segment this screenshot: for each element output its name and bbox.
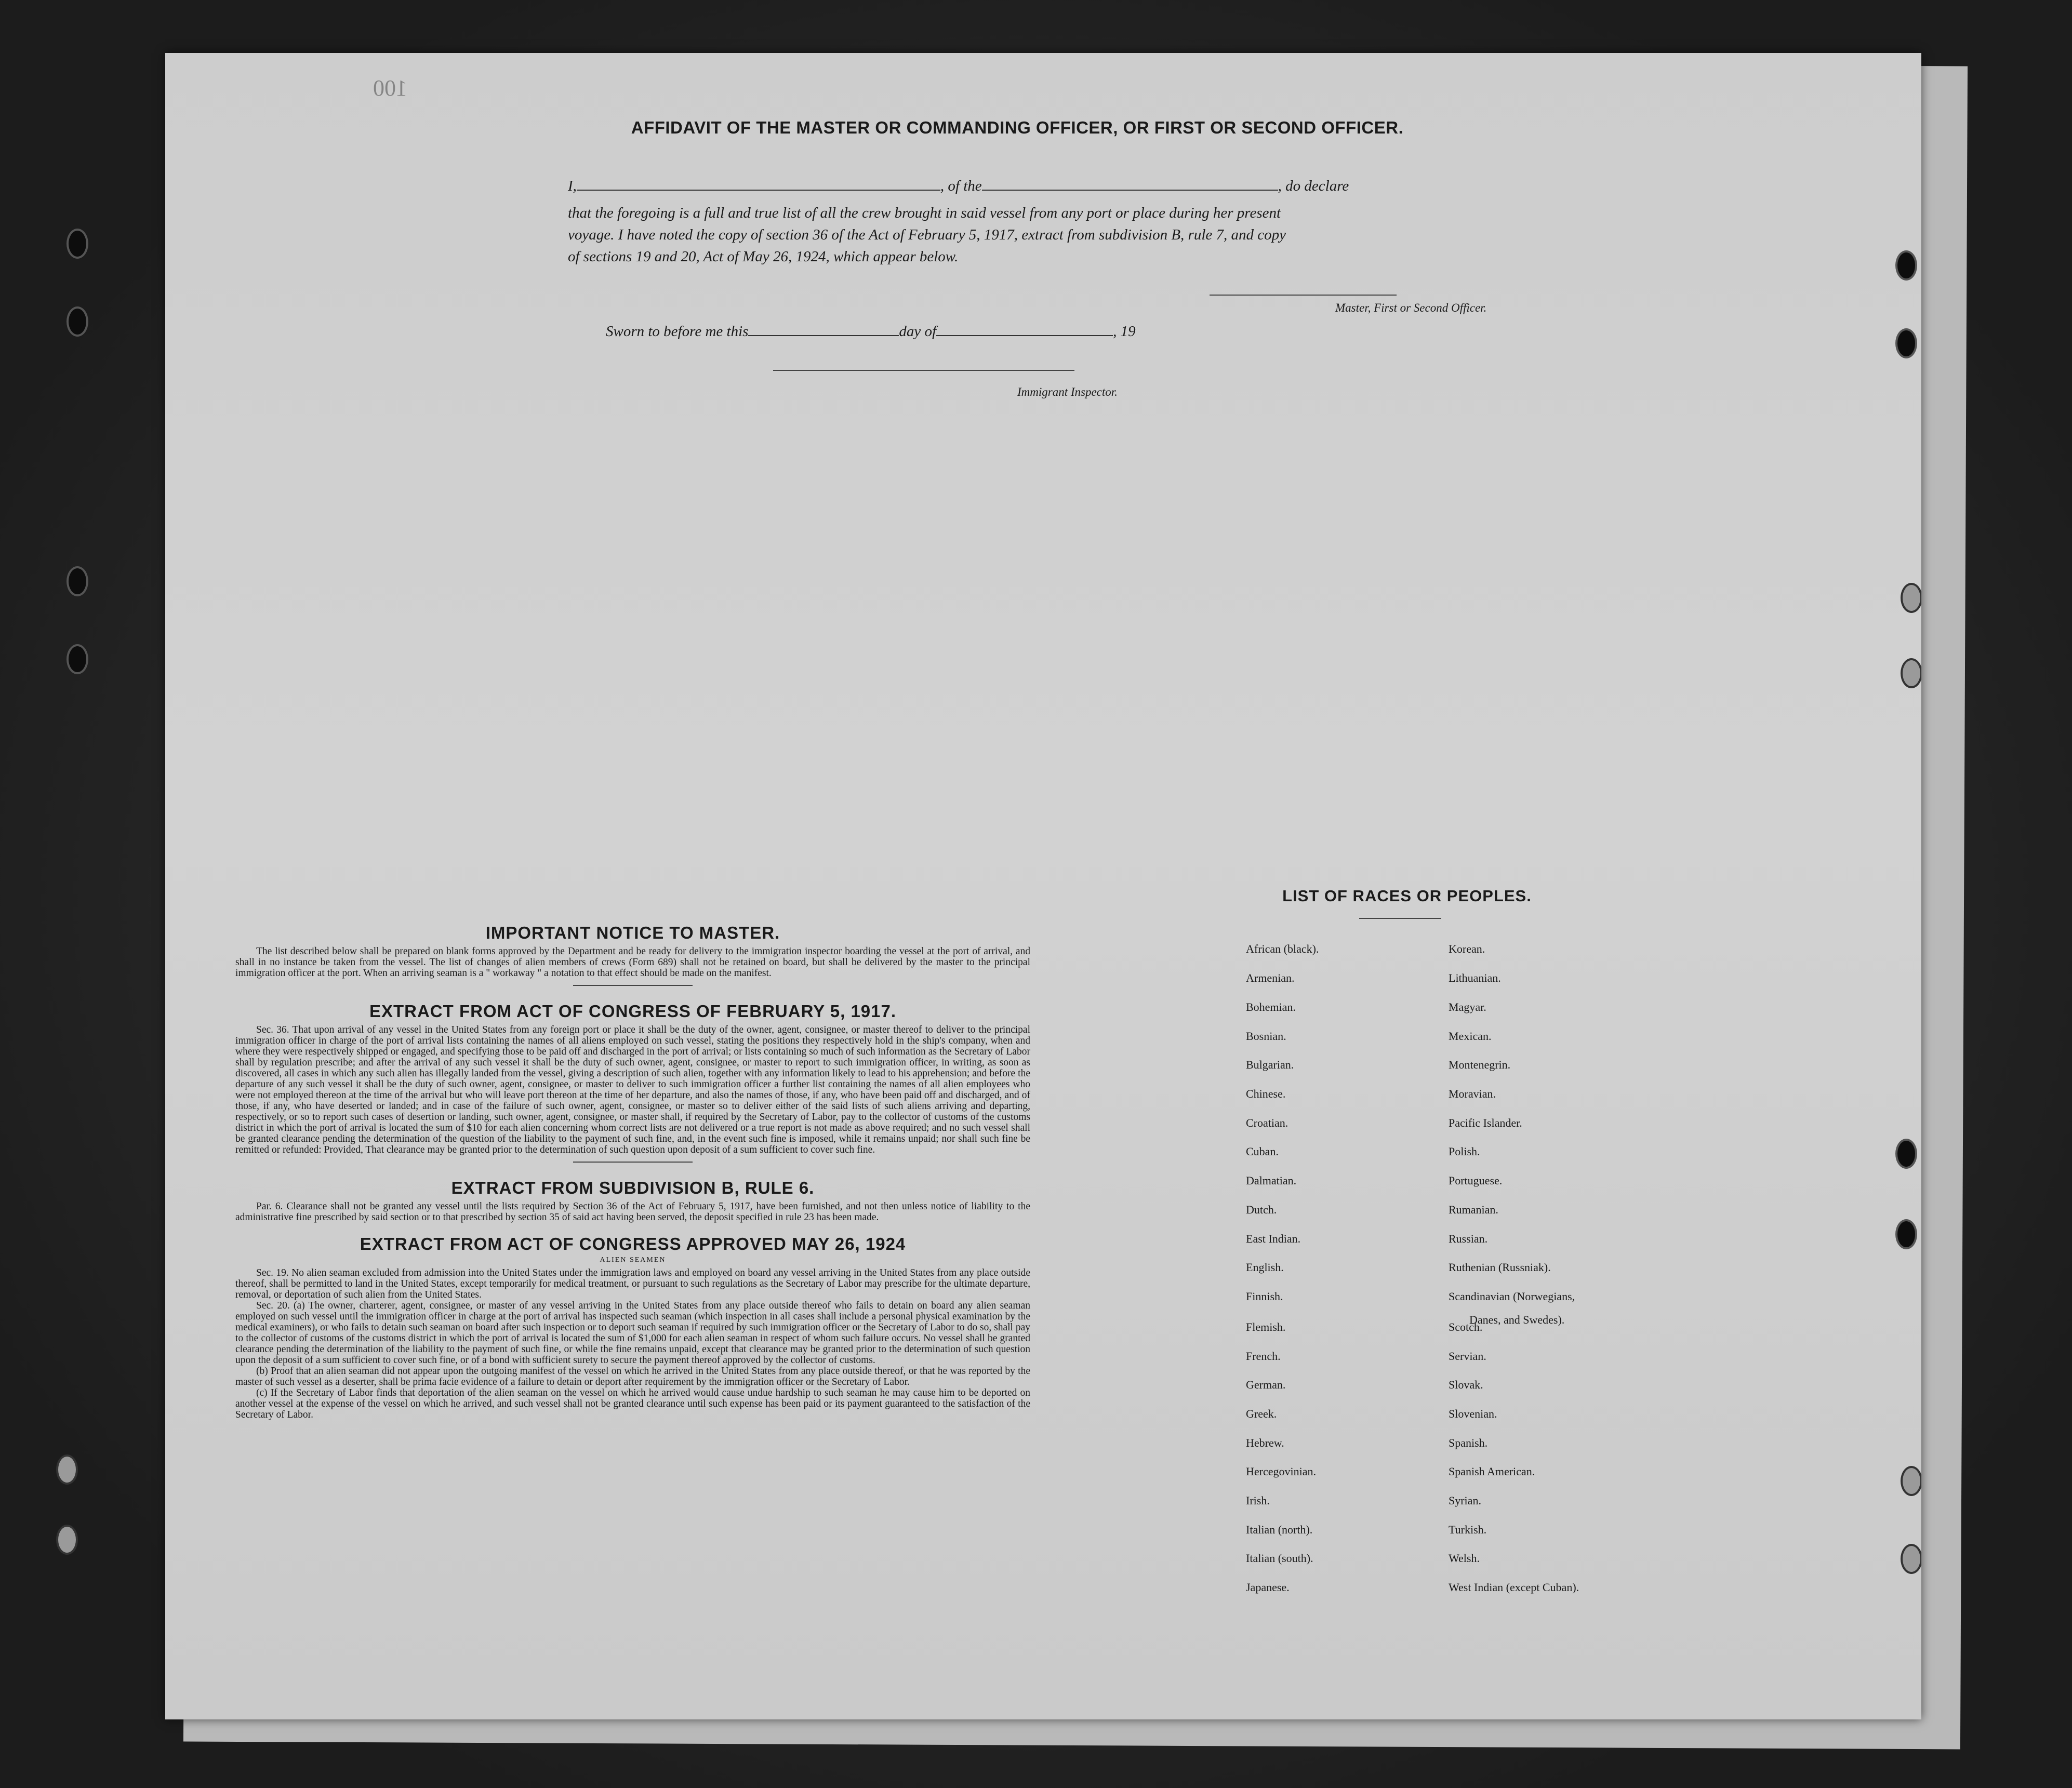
race-left-item: Dalmatian. bbox=[1246, 1174, 1297, 1187]
race-left-item: Japanese. bbox=[1246, 1581, 1290, 1594]
extract-1924-subtitle: ALIEN SEAMEN bbox=[600, 1256, 666, 1264]
race-left-item: Dutch. bbox=[1246, 1203, 1277, 1216]
sworn-end: , 19 bbox=[1113, 323, 1136, 340]
binder-hole bbox=[1901, 1544, 1921, 1574]
race-right-item: Magyar. bbox=[1449, 1000, 1486, 1013]
race-right-item: Moravian. bbox=[1449, 1087, 1496, 1100]
name-blank[interactable] bbox=[577, 190, 940, 191]
affidavit-line-3: voyage. I have noted the copy of section 36 of the Act of February 5, 1917, extract from subdivision B, rule 7, and copy bbox=[568, 226, 1286, 243]
extract-1917-text: Sec. 36. That upon arrival of any vessel in the United States from any foreign port or place it shall be the duty of the owner, agent, consignee, or master thereof to deliver to the principal immigration officer in charge of the port of arrival lists containing the names of all aliens employed on such vessel, stating the positions they respectively hold in the ship's company, when and where they were respectively shipped or engaged, and specifying those to be paid off and discharged in the port of arrival; or lists containing so much of such information as the Secretary of Labor shall by regulation prescribe; and after the arrival of any such vessel it shall be the duty of such owner, agent, consignee, or master to report to such immigration officer, in writing, as soon as discovered, all cases in which any such alien has illegally landed from the vessel, giving a description of such alien, together with any information likely to lead to his apprehension; and before the departure of any such vessel it shall be the duty of such owner, agent, consignee, or master to deliver to such immigration officer a further list containing the names of all alien employees who were not employed thereon at the time of the arrival but who will leave port thereon at the time of her departure, and also the names of those, if any, who have been paid off and discharged, and of those, if any, who have deserted or landed; and in case of the failure of such owner, agent, consignee, or master so to deliver either of the said lists of such aliens arriving and departing, respectively, or so to report such cases of desertion or landing, such owner, agent, consignee, or master shall, if required by the Secretary of Labor, pay to the collector of customs of the customs district in which the port of arrival is located the sum of $10 for each alien concerning whom correct lists are not delivered or a true report is not made as above required; and no such vessel shall be granted clearance pending the determination of the question of the liability to the payment of such fine, and, in the event such fine is imposed, while it remains unpaid; nor shall such fine be remitted or refunded: Provided, That clearance may be granted prior to the determination of such question upon deposit of a sum sufficient to cover such fine. bbox=[235, 1024, 1030, 1155]
race-right-item: Mexican. bbox=[1449, 1030, 1492, 1043]
inspector-caption: Immigrant Inspector. bbox=[1017, 385, 1118, 398]
race-left-item: English. bbox=[1246, 1261, 1284, 1274]
affidavit-line1-start: I, bbox=[568, 178, 577, 194]
race-right-item: Welsh. bbox=[1449, 1552, 1480, 1565]
race-right-item: Polish. bbox=[1449, 1145, 1480, 1158]
affidavit-line-2: that the foregoing is a full and true list of all the crew brought in said vessel from any port or place during her present bbox=[568, 205, 1281, 221]
binder-hole bbox=[1901, 658, 1921, 688]
binder-hole bbox=[67, 306, 88, 337]
affidavit-line1-mid: , of the bbox=[940, 178, 982, 194]
race-left-item: French. bbox=[1246, 1350, 1281, 1363]
race-right-item: Korean. bbox=[1449, 942, 1485, 955]
race-right-item: West Indian (except Cuban). bbox=[1449, 1581, 1579, 1594]
race-right-item: Servian. bbox=[1449, 1350, 1486, 1363]
race-right-item: Portuguese. bbox=[1449, 1174, 1503, 1187]
extract-1924-sec20b: (b) Proof that an alien seaman did not appear upon the outgoing manifest of the vessel on which he arrived in the United States from any place outside thereof, or that he was reported by the master of such vessel as a deserter, shall be prima facie evidence of a failure to detain or deport after requirement by the immigration officer or the Secretary of Labor. bbox=[235, 1366, 1030, 1387]
binder-hole bbox=[1901, 1466, 1921, 1496]
race-left-item: Bulgarian. bbox=[1246, 1058, 1294, 1071]
extract-1924-sec20a: Sec. 20. (a) The owner, charterer, agent, consignee, or master of any vessel arriving in the United States from any place outside thereof who fails to detain on board any alien seaman employed on such vessel until the immigration officer in charge at the port of arrival has inspected such seaman (which inspection in all cases shall include a personal physical examination by the medical examiners), or who fails to detain such seaman on board after such inspection or to deport such seaman if required by such immigration officer or the Secretary of Labor to do so, shall pay to the collector of customs of the customs district in which the port of arrival is located the sum of $1,000 for each alien seaman in respect of whom such failure occurs. No vessel shall be granted clearance pending the determination of the liability to the payment of such fine, or while the fine remains unpaid, except that clearance may be granted prior to the determination of such question upon the deposit of a sum sufficient to cover such fine, or of a bond with sufficient surety to secure the payment thereof approved by the collector of customs. bbox=[235, 1300, 1030, 1366]
binder-hole bbox=[1895, 1139, 1917, 1169]
race-right-item: Slovenian. bbox=[1449, 1407, 1497, 1420]
race-left-item: Greek. bbox=[1246, 1407, 1277, 1420]
binder-hole bbox=[1895, 250, 1917, 281]
binder-hole bbox=[67, 644, 88, 674]
binder-hole bbox=[1901, 583, 1921, 613]
race-right-item: Pacific Islander. bbox=[1449, 1116, 1522, 1129]
race-left-item: German. bbox=[1246, 1378, 1286, 1391]
document-page bbox=[165, 53, 1921, 1719]
race-right-item: Slovak. bbox=[1449, 1378, 1483, 1391]
race-left-item: Finnish. bbox=[1246, 1290, 1283, 1303]
binder-hole bbox=[1895, 1219, 1917, 1249]
race-left-item: Cuban. bbox=[1246, 1145, 1279, 1158]
sworn-start: Sworn to before me this bbox=[606, 323, 749, 340]
binder-hole bbox=[67, 566, 88, 596]
affidavit-title: AFFIDAVIT OF THE MASTER OR COMMANDING OFFICER, OR FIRST OR SECOND OFFICER. bbox=[631, 118, 1404, 137]
race-left-item: Hercegovinian. bbox=[1246, 1465, 1316, 1478]
race-right-item: Scandinavian (Norwegians, bbox=[1449, 1290, 1575, 1303]
sworn-mid: day of bbox=[899, 323, 937, 340]
race-left-item: Italian (south). bbox=[1246, 1552, 1313, 1565]
race-right-item: Syrian. bbox=[1449, 1494, 1481, 1507]
extract-rule6-title: EXTRACT FROM SUBDIVISION B, RULE 6. bbox=[451, 1178, 815, 1197]
inspector-signature-line[interactable] bbox=[773, 370, 1074, 371]
extract-1924-title: EXTRACT FROM ACT OF CONGRESS APPROVED MAY 26, 1924 bbox=[360, 1234, 906, 1253]
extract-1924-sec20c: (c) If the Secretary of Labor finds that deportation of the alien seaman on the vessel on which he arrived would cause undue hardship to such seaman he may cause him to be deported on another vessel at the expense of the vessel on which he arrived, and such vessel shall not be granted clearance until such expense has been paid or its payment guaranteed to the satisfaction of the Secretary of Labor. bbox=[235, 1387, 1030, 1420]
race-left-item: Hebrew. bbox=[1246, 1436, 1284, 1449]
races-title: LIST OF RACES OR PEOPLES. bbox=[1282, 887, 1532, 905]
race-left-item: Bosnian. bbox=[1246, 1030, 1286, 1043]
officer-caption: Master, First or Second Officer. bbox=[1335, 301, 1487, 314]
binder-hole bbox=[56, 1525, 78, 1555]
divider bbox=[573, 985, 693, 986]
race-left-item: Chinese. bbox=[1246, 1087, 1286, 1100]
race-left-item: Armenian. bbox=[1246, 971, 1295, 984]
page-number: 100 bbox=[373, 75, 407, 101]
race-left-item: Flemish. bbox=[1246, 1320, 1286, 1333]
affidavit-line1-end: , do declare bbox=[1278, 178, 1349, 194]
race-right-item: Rumanian. bbox=[1449, 1203, 1498, 1216]
race-right-item: Scotch. bbox=[1449, 1320, 1483, 1333]
race-right-item: Turkish. bbox=[1449, 1523, 1487, 1536]
affidavit-line-1 bbox=[568, 178, 1349, 195]
divider bbox=[573, 1162, 693, 1163]
race-right-item: Lithuanian. bbox=[1449, 971, 1501, 984]
sworn-line bbox=[606, 323, 1136, 340]
sworn-day-blank[interactable] bbox=[748, 335, 899, 336]
race-left-item: Bohemian. bbox=[1246, 1000, 1296, 1013]
race-right-item: Ruthenian (Russniak). bbox=[1449, 1261, 1551, 1274]
extract-rule6-text: Par. 6. Clearance shall not be granted any vessel until the lists required by Section 36 of the Act of February 5, 1917, have been furnished, and not then unless notice of liability to the administrative fine prescribed by said section or to that prescribed by section 35 of said act having been served, the deposit specified in rule 23 has been made. bbox=[235, 1201, 1030, 1223]
race-left-item: East Indian. bbox=[1246, 1232, 1301, 1245]
races-divider bbox=[1359, 918, 1441, 919]
race-left-item: Irish. bbox=[1246, 1494, 1270, 1507]
notice-section bbox=[235, 923, 1030, 1420]
race-scandinavian-continued: Danes, and Swedes). bbox=[1469, 1313, 1565, 1326]
binder-hole bbox=[56, 1455, 78, 1485]
binder-hole bbox=[1895, 328, 1917, 358]
sworn-month-blank[interactable] bbox=[936, 335, 1113, 336]
extract-1924-sec19: Sec. 19. No alien seaman excluded from admission into the United States under the immigration laws and employed on board any vessel arriving in the United States from any place outside thereof, shall be permitted to land in the United States, except temporarily for medical treatment, or pursuant to such regulations as the Secretary of Labor may prescribe for the ultimate departure, removal, or deportation of such alien from the United States. bbox=[235, 1267, 1030, 1300]
race-right-item: Montenegrin. bbox=[1449, 1058, 1511, 1071]
binder-hole bbox=[67, 229, 88, 259]
race-right-item: Russian. bbox=[1449, 1232, 1488, 1245]
race-right-item: Spanish. bbox=[1449, 1436, 1488, 1449]
vessel-blank[interactable] bbox=[982, 190, 1278, 191]
race-right-item: Spanish American. bbox=[1449, 1465, 1535, 1478]
extract-1917-title: EXTRACT FROM ACT OF CONGRESS OF FEBRUARY 5, 1917. bbox=[369, 1002, 897, 1021]
notice-text: The list described below shall be prepared on blank forms approved by the Department and be ready for delivery to the immigration inspector boarding the vessel at the port of arrival, and shall in no instance be taken from the vessel. The list of changes of alien members of crews (Form 689) shall not be retained on board, but shall be delivered by the master to the principal immigration officer at the port. When an arriving seaman is a " workaway " a notation to that effect should be made on the manifest. bbox=[235, 946, 1030, 979]
notice-title: IMPORTANT NOTICE TO MASTER. bbox=[485, 923, 780, 942]
affidavit-line-4: of sections 19 and 20, Act of May 26, 1924, which appear below. bbox=[568, 248, 959, 265]
race-left-item: Italian (north). bbox=[1246, 1523, 1313, 1536]
race-left-item: African (black). bbox=[1246, 942, 1319, 955]
officer-signature-line[interactable] bbox=[1210, 295, 1397, 296]
race-left-item: Croatian. bbox=[1246, 1116, 1289, 1129]
